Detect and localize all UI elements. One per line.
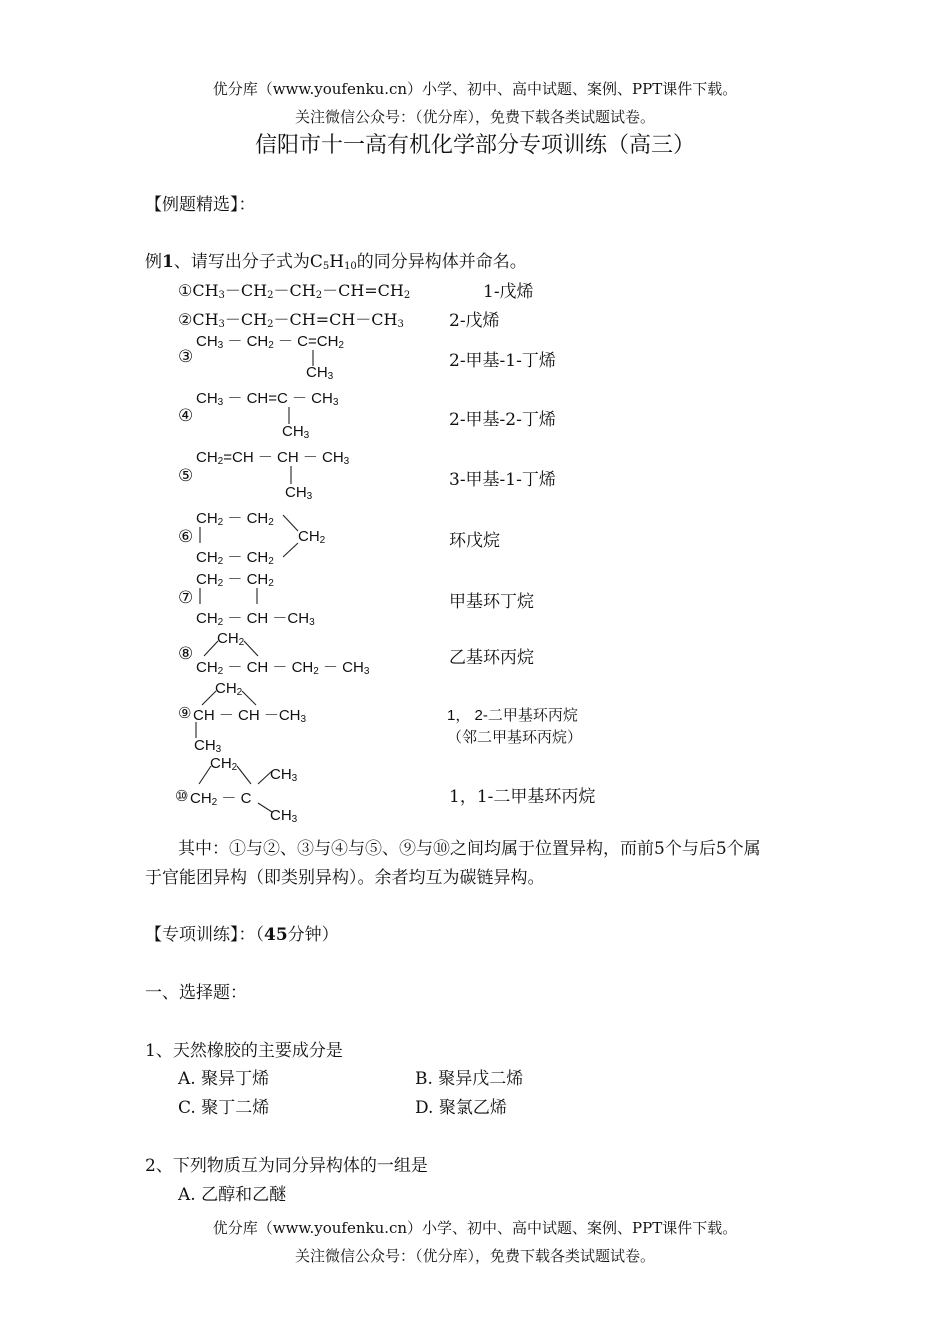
example-number: 1 [162,252,174,272]
isomer-4-number: ④ [178,406,194,426]
isomer-1-name: 1-戊烯 [483,282,534,302]
isomer-5-branch: $CH_3$ [285,484,313,502]
section-training-heading [145,920,339,945]
training-heading-post: 分钟） [287,925,339,945]
question-1-option-c: C. 聚丁二烯 [178,1098,270,1118]
isomer-6-top: $CH_2 - CH_2$ [196,510,274,528]
summary-line-2: 于官能团异构（即类别异构）。余者均互为碳链异构。 [145,868,545,888]
training-minutes: 45 [264,925,288,945]
isomer-9-top: $CH_2$ [215,680,243,698]
question-1-stem: 1、天然橡胶的主要成分是 [145,1041,343,1061]
footer-line-1: 优分库（www.youfenku.cn）小学、初中、高中试题、案例、PPT课件下载。 [212,1219,738,1237]
isomer-6-number: ⑥ [178,527,194,547]
isomer-9-name-alt: （邻二甲基环丙烷） [447,729,583,746]
isomer-5-number: ⑤ [178,466,194,486]
page-title: 信阳市十一高有机化学部分专项训练（高三） [254,133,695,158]
example-label: 例 [145,252,162,272]
isomer-7-name: 甲基环丁烷 [449,592,534,612]
isomer-9-chain: CH － CH $-CH_3$ [193,707,307,725]
subscript-10: 10 [344,261,357,272]
isomer-5-structure: $CH_2=CH$ － CH － $CH_3$ [196,449,350,467]
question-1-option-d: D. 聚氯乙烯 [415,1098,507,1118]
isomer-1-formula: $①CH_3-CH_2-CH_2-CH=CH_2$ [178,281,411,301]
isomer-10-chain: $CH_2 - C$ [190,790,252,808]
isomer-3-number: ③ [178,347,194,367]
isomer-8-number: ⑧ [178,644,194,664]
question-1-option-a: A. 聚异丁烯 [178,1069,270,1089]
isomer-4-name: 2-甲基-2-丁烯 [449,410,556,430]
isomer-3-name: 2-甲基-1-丁烯 [449,351,556,371]
part-1-heading: 一、选择题： [145,983,247,1003]
isomer-2-name: 2-戊烯 [449,311,500,331]
isomer-8-top: $CH_2$ [217,630,245,648]
summary-line-1: 其中：①与②、③与④与⑤、⑨与⑩之间均属于位置异构，而前5个与后5个属 [178,839,761,859]
footer-line-2: 关注微信公众号：（优分库），免费下载各类试题试卷。 [294,1247,655,1265]
header-line-1: 优分库（www.youfenku.cn）小学、初中、高中试题、案例、PPT课件下载。 [212,80,738,98]
subscript-5: 5 [322,261,330,272]
example-text-b: 的同分异构体并命名。 [356,252,527,272]
isomer-7-number: ⑦ [178,588,194,608]
isomer-8-name: 乙基环丙烷 [449,648,534,668]
isomer-number: ② [178,310,193,329]
isomer-3-branch: $CH_3$ [306,364,334,382]
example-text-a: 、请写出分子式为C [173,252,323,272]
isomer-10-name: 1，1-二甲基环丙烷 [449,787,596,807]
isomer-2-formula: $②CH_3-CH_2-CH=CH-CH_3$ [178,310,404,330]
isomer-9-number: ⑨ [178,705,192,722]
header-line-2: 关注微信公众号：（优分库），免费下载各类试题试卷。 [294,108,655,126]
training-heading-pre: 【专项训练】：（ [145,925,264,945]
question-1-option-b: B. 聚异戊二烯 [415,1069,524,1089]
isomer-10-number: ⑩ [175,788,189,805]
isomer-4-structure: $CH_3 - CH=C - CH_3$ [196,390,339,408]
section-examples-heading: 【例题精选】： [145,195,256,215]
question-2-option-a: A. 乙醇和乙醚 [178,1185,287,1205]
isomer-9-name: 1， 2-二甲基环丙烷 [447,707,578,724]
isomer-7-top: $CH_2 - CH_2$ [196,571,274,589]
isomer-10-top: $CH_2$ [210,755,238,773]
isomer-6-right: $CH_2$ [298,528,326,546]
question-2-stem: 2、下列物质互为同分异构体的一组是 [145,1156,428,1176]
isomer-8-chain: $CH_2$ － CH － $CH_2 - CH_3$ [196,659,370,677]
isomer-6-name: 环戊烷 [449,531,500,551]
isomer-10-upper-methyl: $CH_3$ [270,766,298,784]
isomer-number: ① [178,281,193,300]
isomer-5-name: 3-甲基-1-丁烯 [449,470,556,490]
example-1-prompt [145,247,527,272]
isomer-7-bottom: $CH_2$ － CH $-CH_3$ [196,610,315,628]
isomer-4-branch: $CH_3$ [282,423,310,441]
isomer-9-branch: $CH_3$ [194,737,222,755]
isomer-10-lower-methyl: $CH_3$ [270,807,298,825]
isomer-3-structure: $CH_3 - CH_2 - C=CH_2$ [196,333,344,351]
example-text-h: H [329,252,345,272]
isomer-6-bottom: $CH_2 - CH_2$ [196,549,274,567]
